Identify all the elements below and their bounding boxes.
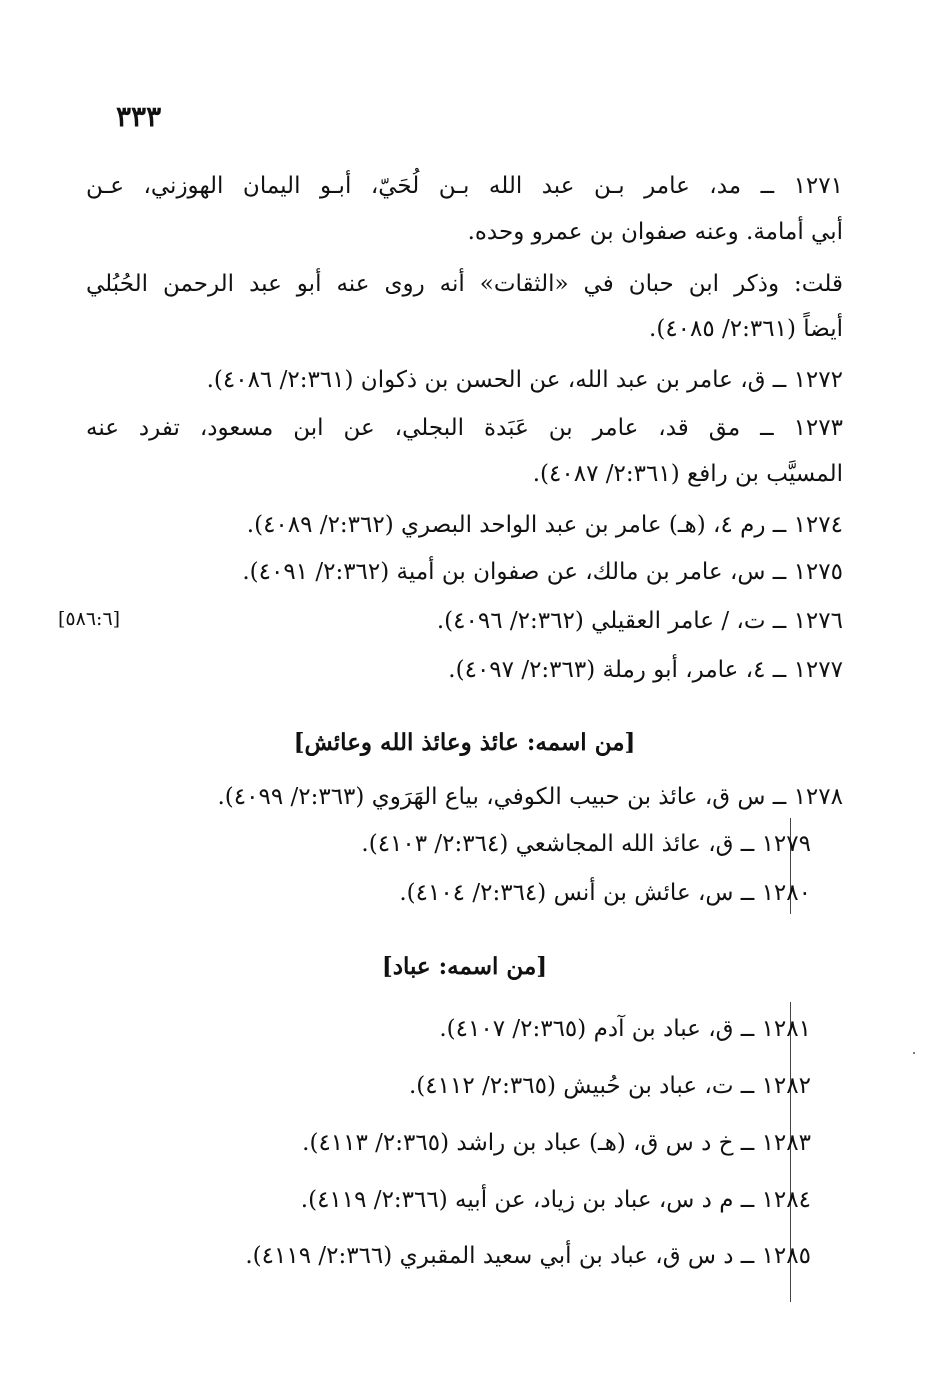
section-heading-aidh: [من اسمه: عائذ وعائذ الله وعائش] <box>293 729 636 756</box>
entry-1271-line-2: أبي أمامة. وعنه صفوان بن عمرو وحده. <box>467 219 843 245</box>
entry-1284: ١٢٨٤ ــ م د س، عباد بن زياد، عن أبيه (٢:٣٦٦/ ٤١١٩). <box>300 1187 811 1213</box>
entry-1280: ١٢٨٠ ــ س، عائش بن أنس (٢:٣٦٤/ ٤١٠٤). <box>399 880 811 906</box>
page-number: ٣٣٣ <box>116 100 162 133</box>
entry-1285: ١٢٨٥ ــ د س ق، عباد بن أبي سعيد المقبري (٢:٣٦٦/ ٤١١٩). <box>245 1243 811 1269</box>
note-line-1: قلت: وذكر ابن حبان في «الثقات» أنه روى عنه أبو عبد الرحمن الحُبُلي <box>86 271 843 297</box>
entry-1279: ١٢٧٩ ــ ق، عائذ الله المجاشعي (٢:٣٦٤/ ٤١٠٣). <box>361 831 811 857</box>
section-heading-abbad: [من اسمه: عباد] <box>381 953 548 980</box>
entry-1274: ١٢٧٤ ــ رم ٤، (هـ) عامر بن عبد الواحد البصري (٢:٣٦٢/ ٤٠٨٩). <box>246 512 843 538</box>
margin-reference: [٥٨٦:٦] <box>58 608 121 630</box>
entry-1273-line-1: ١٢٧٣ ــ مق قد، عامر بن عَبَدة البجلي، عن ابن مسعود، تفرد عنه <box>86 415 843 441</box>
entry-1275: ١٢٧٥ ــ س، عامر بن مالك، عن صفوان بن أمية (٢:٣٦٢/ ٤٠٩١). <box>242 559 843 585</box>
entry-1278: ١٢٧٨ ــ س ق، عائذ بن حبيب الكوفي، بياع الهَرَوي (٢:٣٦٣/ ٤٠٩٩). <box>217 784 843 810</box>
entry-1281: ١٢٨١ ــ ق، عباد بن آدم (٢:٣٦٥/ ٤١٠٧). <box>439 1016 811 1042</box>
note-line-2: أيضاً (٢:٣٦١/ ٤٠٨٥). <box>649 316 843 342</box>
entry-1283: ١٢٨٣ ــ خ د س ق، (هـ) عباد بن راشد (٢:٣٦٥/ ٤١١٣). <box>302 1130 811 1156</box>
entry-1273-line-2: المسيَّب بن رافع (٢:٣٦١/ ٤٠٨٧). <box>532 461 843 487</box>
entry-1272: ١٢٧٢ ــ ق، عامر بن عبد الله، عن الحسن بن ذكوان (٢:٣٦١/ ٤٠٨٦). <box>206 367 843 393</box>
entry-1276: ١٢٧٦ ــ ت، / عامر العقيلي (٢:٣٦٢/ ٤٠٩٦). <box>436 608 843 634</box>
entry-1282: ١٢٨٢ ــ ت، عباد بن حُبيش (٢:٣٦٥/ ٤١١٢). <box>408 1073 811 1099</box>
entry-1277: ١٢٧٧ ــ ٤، عامر، أبو رملة (٢:٣٦٣/ ٤٠٩٧). <box>448 657 843 683</box>
scan-speck <box>913 1052 915 1054</box>
entry-1271-line-1: ١٢٧١ ــ مد، عامر بـن عبد الله بـن لُحَيّ، أبـو اليمان الهوزني، عـن <box>86 173 843 199</box>
